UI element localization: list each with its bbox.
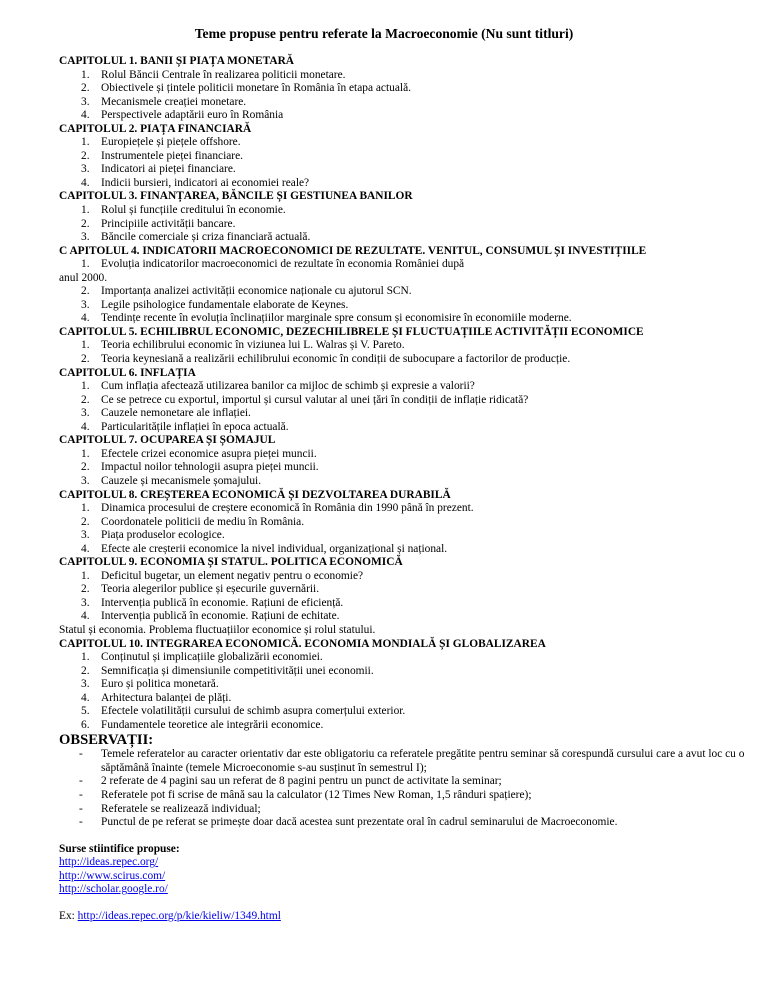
item-number: 2.	[81, 515, 90, 528]
source-link[interactable]: http://ideas.repec.org/	[59, 856, 159, 869]
observations-list	[59, 748, 749, 829]
item-text: Arhitectura balanței de plăți.	[101, 691, 232, 704]
list-item	[59, 177, 749, 191]
observation-text: Temele referatelor au caracter orientativ dar este obligatoriu ca referatele pregătite pentru seminar să corespundă cursului care a avut loc cu o săptămână înainte (temele Microeconomie s-au susținut în semestrul I);	[101, 748, 745, 774]
list-item	[59, 448, 749, 462]
item-number: 2.	[81, 393, 90, 406]
item-number: 2.	[81, 285, 90, 298]
list-item	[59, 339, 749, 353]
item-number: 3.	[81, 298, 90, 311]
item-number: 3.	[81, 529, 90, 542]
item-number: 1.	[81, 204, 90, 217]
item-text: Rolul Băncii Centrale în realizarea politicii monetare.	[101, 68, 346, 81]
observation-text: 2 referate de 4 pagini sau un referat de 8 pagini pentru un punct de activitate la seminar;	[101, 775, 502, 788]
sources-title: Surse stiintifice propuse:	[59, 842, 180, 855]
item-text: Cum inflația afectează utilizarea banilor ca mijloc de schimb și expresie a valorii?	[101, 380, 475, 393]
item-number: 4.	[81, 109, 90, 122]
observation-text: Punctul de pe referat se primește doar dacă acestea sunt prezentate oral în cadrul seminarului de Macroeconomie.	[101, 816, 618, 829]
list-item	[59, 461, 749, 475]
item-number: 3.	[81, 474, 90, 487]
item-text: Euro și politica monetară.	[101, 678, 219, 691]
chapter-title: CAPITOLUL 6. INFLAȚIA	[59, 366, 196, 379]
list-item	[59, 502, 749, 516]
list-item	[59, 204, 749, 218]
document-title: Teme propuse pentru referate la Macroeconomie (Nu sunt titluri)	[194, 26, 574, 41]
item-text-continuation: anul 2000.	[59, 271, 108, 284]
observation-item	[59, 789, 749, 803]
item-number: 1.	[81, 258, 90, 271]
dash-bullet: -	[79, 748, 83, 761]
list-item	[59, 394, 749, 408]
document-body	[59, 55, 749, 923]
chapter-item-list	[59, 570, 749, 624]
item-text: Fundamentele teoretice ale integrării economice.	[101, 718, 324, 731]
chapter-item-list	[59, 651, 749, 732]
item-text: Instrumentele pieței financiare.	[101, 149, 243, 162]
item-number: 4.	[81, 610, 90, 623]
observation-text: Referatele se realizează individual;	[101, 802, 261, 815]
item-text: Particularitățile inflației în epoca actuală.	[101, 420, 289, 433]
item-text: Mecanismele creației monetare.	[101, 95, 247, 108]
item-number: 2.	[81, 664, 90, 677]
item-text: Cauzele nemonetare ale inflației.	[101, 407, 251, 420]
list-item	[59, 610, 749, 624]
item-text: Indicii bursieri, indicatori ai economiei reale?	[101, 176, 310, 189]
list-item	[59, 258, 749, 272]
observation-item	[59, 816, 749, 830]
dash-bullet: -	[79, 816, 83, 829]
dash-bullet: -	[79, 775, 83, 788]
chapter-title: CAPITOLUL 3. FINANȚAREA, BĂNCILE ȘI GESTIUNEA BANILOR	[59, 190, 413, 203]
item-number: 6.	[81, 718, 90, 731]
list-item	[59, 529, 749, 543]
item-number: 2.	[81, 353, 90, 366]
list-item	[59, 665, 749, 679]
list-item	[59, 678, 749, 692]
item-text: Semnificația și dimensiunile competitivității unei economii.	[101, 664, 374, 677]
list-item	[59, 570, 749, 584]
item-text: Obiectivele și țintele politicii monetare în România în etapa actuală.	[101, 82, 411, 95]
chapter-item-list	[59, 448, 749, 489]
chapter-title: CAPITOLUL 2. PIAȚA FINANCIARĂ	[59, 122, 252, 135]
list-item	[59, 163, 749, 177]
dash-bullet: -	[79, 788, 83, 801]
chapter-title: CAPITOLUL 9. ECONOMIA ȘI STATUL. POLITICA ECONOMICĂ	[59, 556, 403, 569]
chapter-title: CAPITOLUL 10. INTEGRAREA ECONOMICĂ. ECONOMIA MONDIALĂ ȘI GLOBALIZAREA	[59, 637, 546, 650]
list-item	[59, 692, 749, 706]
example-link[interactable]: http://ideas.repec.org/p/kie/kieliw/1349.html	[77, 909, 281, 922]
item-text: Perspectivele adaptării euro în România	[101, 109, 284, 122]
item-text: Impactul noilor tehnologii asupra pieței muncii.	[101, 461, 319, 474]
chapter-title: CAPITOLUL 8. CREȘTEREA ECONOMICĂ ȘI DEZVOLTAREA DURABILĂ	[59, 488, 451, 501]
list-item	[59, 597, 749, 611]
item-text: Cauzele și mecanismele șomajului.	[101, 474, 262, 487]
item-text: Intervenția publică în economie. Rațiuni de echitate.	[101, 610, 340, 623]
item-text: Coordonatele politicii de mediu în România.	[101, 515, 305, 528]
observation-item	[59, 748, 749, 775]
chapter-item-list	[59, 380, 749, 434]
item-text: Conținutul și implicațiile globalizării economiei.	[101, 651, 323, 664]
item-text: Dinamica procesului de creștere economică în România din 1990 până în prezent.	[101, 502, 474, 515]
observation-item	[59, 775, 749, 789]
item-number: 3.	[81, 95, 90, 108]
chapter-title: C APITOLUL 4. INDICATORII MACROECONOMICI DE REZULTATE. VENITUL, CONSUMUL ȘI INVESTIȚIILE	[59, 244, 647, 257]
item-number: 3.	[81, 407, 90, 420]
example-line	[59, 910, 749, 924]
item-text: Teoria alegerilor publice și eșecurile guvernării.	[101, 583, 320, 596]
item-text: Efecte ale creșterii economice la nivel individual, organizațional și național.	[101, 542, 448, 555]
item-number: 2.	[81, 149, 90, 162]
item-number: 1.	[81, 136, 90, 149]
list-item-continuation	[59, 272, 749, 286]
list-item	[59, 136, 749, 150]
list-item	[59, 705, 749, 719]
item-number: 2.	[81, 217, 90, 230]
list-item	[59, 82, 749, 96]
observation-item	[59, 803, 749, 817]
item-text: Europiețele și piețele offshore.	[101, 136, 241, 149]
item-text: Băncile comerciale și criza financiară actuală.	[101, 231, 311, 244]
item-number: 1.	[81, 68, 90, 81]
dash-bullet: -	[79, 802, 83, 815]
list-item	[59, 150, 749, 164]
item-number: 1.	[81, 380, 90, 393]
item-number: 2.	[81, 461, 90, 474]
item-number: 4.	[81, 420, 90, 433]
item-number: 2.	[81, 583, 90, 596]
item-text: Indicatori ai pieței financiare.	[101, 163, 236, 176]
list-item	[59, 543, 749, 557]
item-number: 3.	[81, 596, 90, 609]
item-text: Rolul și funcțiile creditului în economie.	[101, 204, 286, 217]
observation-text: Referatele pot fi scrise de mână sau la calculator (12 Times New Roman, 1,5 rânduri spațiere);	[101, 788, 532, 801]
chapter-item-list	[59, 502, 749, 556]
item-number: 1.	[81, 339, 90, 352]
example-label: Ex:	[59, 909, 78, 922]
list-item	[59, 421, 749, 435]
chapter-item-list	[59, 136, 749, 190]
list-item	[59, 583, 749, 597]
chapter-title: CAPITOLUL 5. ECHILIBRUL ECONOMIC, DEZECHILIBRELE ȘI FLUCTUAȚIILE ACTIVITĂȚII ECONOMICE	[59, 325, 644, 338]
chapter-item-list	[59, 204, 749, 245]
source-link[interactable]: http://www.scirus.com/	[59, 869, 166, 882]
item-text: Piața produselor ecologice.	[101, 529, 225, 542]
item-text: Teoria echilibrului economic în viziunea lui L. Walras și V. Pareto.	[101, 339, 405, 352]
observations-title: OBSERVAȚII:	[59, 732, 154, 749]
item-text: Intervenția publică în economie. Rațiuni de eficiență.	[101, 596, 344, 609]
list-item	[59, 651, 749, 665]
list-item	[59, 380, 749, 394]
item-number: 4.	[81, 176, 90, 189]
item-text: Evoluția indicatorilor macroeconomici de rezultate în economia României după	[101, 258, 465, 271]
item-text: Importanța analizei activității economice naționale cu ajutorul SCN.	[101, 285, 412, 298]
item-text: Tendințe recente în evoluția înclinațiilor marginale spre consum și economisire în economiile moderne.	[101, 312, 572, 325]
list-item	[59, 285, 749, 299]
item-number: 5.	[81, 705, 90, 718]
item-text: Ce se petrece cu exportul, importul și cursul valutar al unei țări în condiții de inflație ridicată?	[101, 393, 529, 406]
item-number: 1.	[81, 569, 90, 582]
item-number: 4.	[81, 312, 90, 325]
chapter-item-list	[59, 258, 749, 326]
item-text: Legile psihologice fundamentale elaborate de Keynes.	[101, 298, 349, 311]
item-number: 3.	[81, 231, 90, 244]
item-number: 4.	[81, 691, 90, 704]
list-item	[59, 719, 749, 733]
list-item	[59, 475, 749, 489]
item-text: Efectele crizei economice asupra pieței muncii.	[101, 447, 317, 460]
item-number: 2.	[81, 82, 90, 95]
list-item	[59, 69, 749, 83]
item-number: 3.	[81, 678, 90, 691]
chapter-item-list	[59, 339, 749, 366]
list-item	[59, 299, 749, 313]
list-item	[59, 96, 749, 110]
list-item	[59, 312, 749, 326]
list-item	[59, 218, 749, 232]
item-text: Deficitul bugetar, un element negativ pentru o economie?	[101, 569, 364, 582]
item-text: Efectele volatilității cursului de schimb asupra comerțului exterior.	[101, 705, 406, 718]
list-item	[59, 407, 749, 421]
chapter-note: Statul și economia. Problema fluctuațiilor economice și rolul statului.	[59, 623, 376, 636]
item-number: 1.	[81, 447, 90, 460]
item-number: 1.	[81, 651, 90, 664]
item-text: Principiile activității bancare.	[101, 217, 236, 230]
item-number: 4.	[81, 542, 90, 555]
chapter-title: CAPITOLUL 7. OCUPAREA ȘI ȘOMAJUL	[59, 434, 276, 447]
item-number: 3.	[81, 163, 90, 176]
item-text: Teoria keynesiană a realizării echilibrului economic în condiții de subocupare a factorilor de producție.	[101, 353, 571, 366]
item-number: 1.	[81, 502, 90, 515]
list-item	[59, 109, 749, 123]
list-item	[59, 516, 749, 530]
list-item	[59, 353, 749, 367]
source-link[interactable]: http://scholar.google.ro/	[59, 883, 168, 896]
list-item	[59, 231, 749, 245]
chapter-item-list	[59, 69, 749, 123]
chapter-title: CAPITOLUL 1. BANII ȘI PIAȚA MONETARĂ	[59, 55, 295, 67]
